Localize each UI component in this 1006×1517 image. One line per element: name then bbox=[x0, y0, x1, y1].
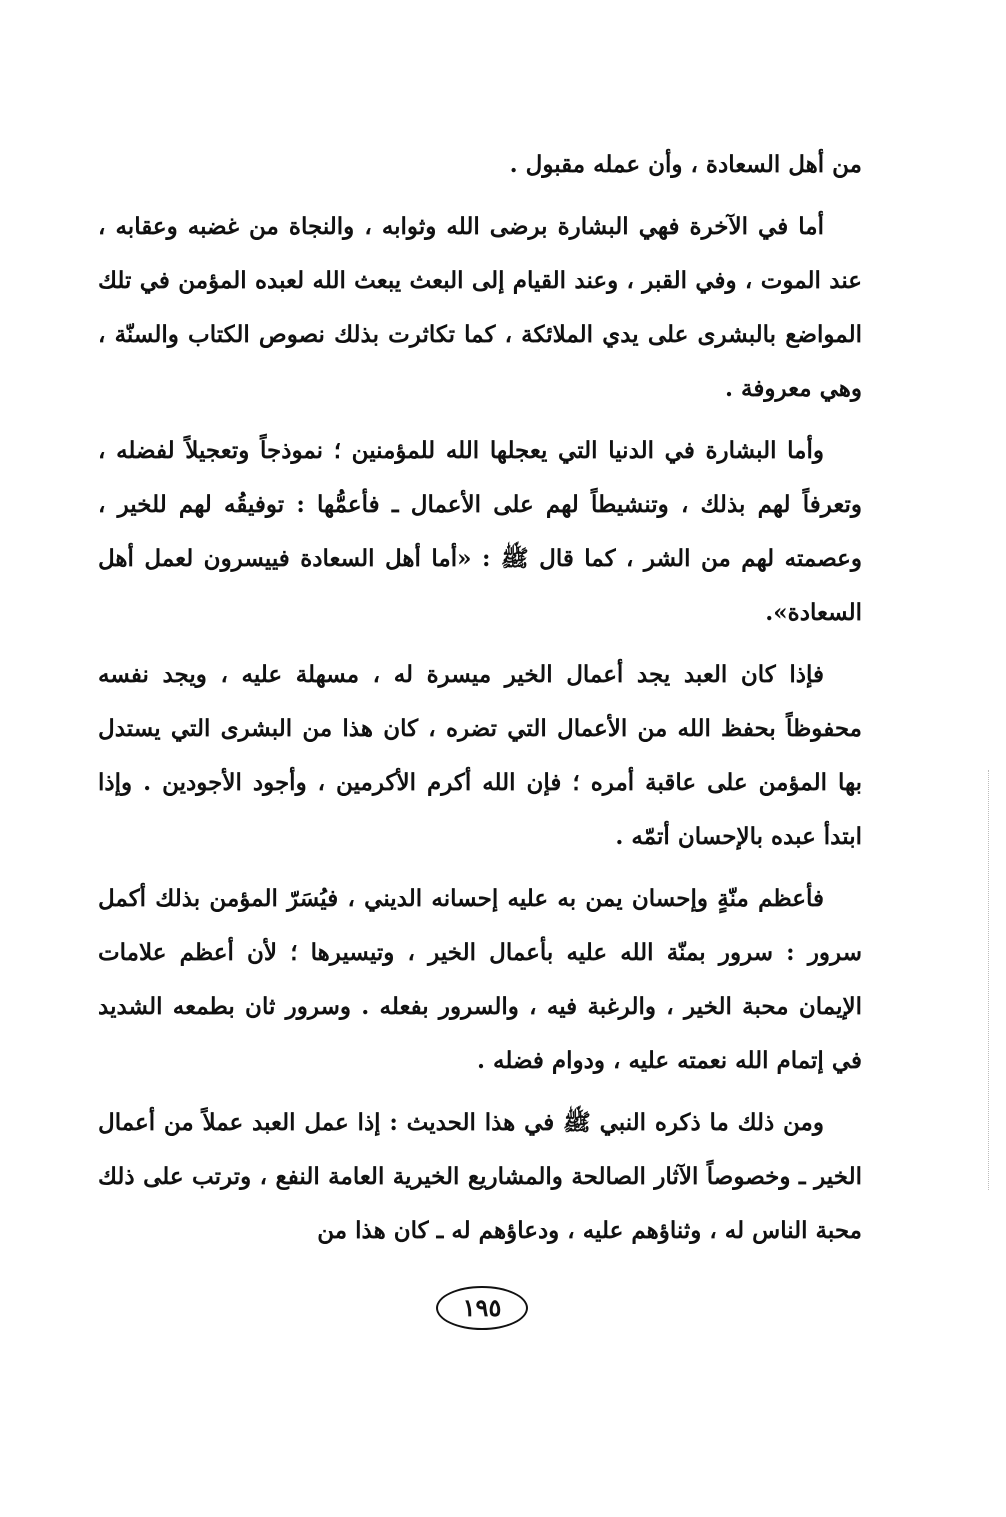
paragraph-worldly-glad-tidings: وأما البشارة في الدنيا التي يعجلها الله للمؤمنين ؛ نموذجاً وتعجيلاً لفضله ، وتعرفاً لهم بذلك ، وتنشيطاً لهم على الأعمال ـ فأعمُّها : توفيقُه لهم للخير ، وعصمته لهم من الشر ، كما قال ﷺ : «أما أهل السعادة فييسرون لعمل أهل السعادة». bbox=[98, 437, 862, 626]
page-number-badge bbox=[436, 1286, 528, 1330]
scan-margin-artifact bbox=[988, 770, 991, 1190]
paragraph-continuation: من أهل السعادة ، وأن عمله مقبول . bbox=[509, 151, 862, 178]
page-number: ١٩٥ bbox=[462, 1293, 502, 1322]
paragraph-religious-favor: فأعظم منّةٍ وإحسان يمن به عليه إحسانه الديني ، فيُسَرّ المؤمن بذلك أكمل سرور : سرور بمنّة الله عليه بأعمال الخير ، وتيسيرها ؛ لأن أعظم علامات الإيمان محبة الخير ، والرغبة فيه ، والسرور بفعله . وسرور ثان بطمعه الشديد في إتمام الله نعمته عليه ، ودوام فضله . bbox=[98, 885, 862, 1074]
body-text bbox=[98, 138, 862, 1266]
paragraph-ease-of-good-deeds: فإذا كان العبد يجد أعمال الخير ميسرة له ، مسهلة عليه ، ويجد نفسه محفوظاً بحفظ الله من الأعمال التي تضره ، كان هذا من البشرى التي يستدل بها المؤمن على عاقبة أمره ؛ فإن الله أكرم الأكرمين ، وأجود الأجودين . وإذا ابتدأ عبده بالإحسان أتمّه . bbox=[98, 661, 862, 850]
paragraph-hadith-mention: ومن ذلك ما ذكره النبي ﷺ في هذا الحديث : إذا عمل العبد عملاً من أعمال الخير ـ وخصوصاً الآثار الصالحة والمشاريع الخيرية العامة النفع ، وترتب على ذلك محبة الناس له ، وثناؤهم عليه ، ودعاؤهم له ـ كان هذا من bbox=[98, 1109, 862, 1244]
paragraph-afterlife-glad-tidings: أما في الآخرة فهي البشارة برضى الله وثوابه ، والنجاة من غضبه وعقابه ، عند الموت ، وفي القبر ، وعند القيام إلى البعث يبعث الله لعبده المؤمن في تلك المواضع بالبشرى على يدي الملائكة ، كما تكاثرت بذلك نصوص الكتاب والسنّة ، وهي معروفة . bbox=[98, 213, 862, 402]
